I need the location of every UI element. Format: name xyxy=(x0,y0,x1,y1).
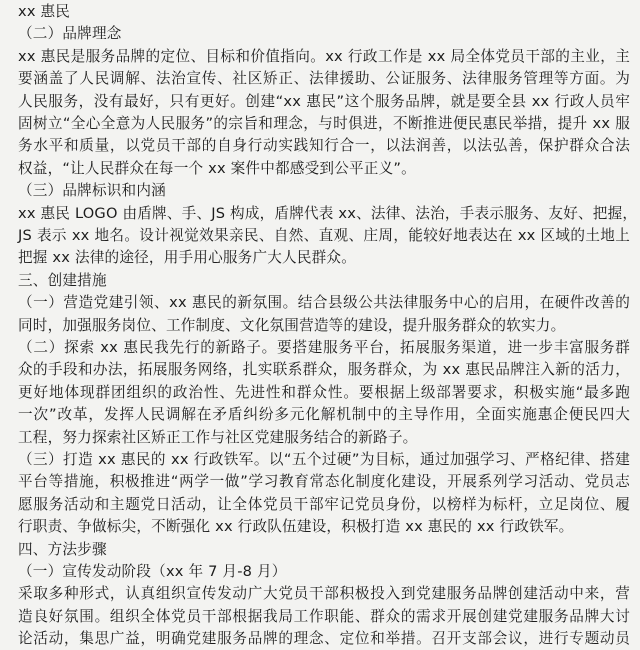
paragraph-line: 更好地体现群团组织的政治性、先进性和群众性。要根据上级部署要求，积极实施“最多跑 xyxy=(18,383,630,401)
paragraph-line: 愿服务活动和主题党日活动，让全体党员干部牢记党员身份，以榜样为标杆，立足岗位、履 xyxy=(18,495,630,513)
paragraph-line: 要涵盖了人民调解、法治宣传、社区矫正、法律援助、公证服务、法律服务管理等方面。为 xyxy=(18,70,630,88)
paragraph-line: xx 惠民是服务品牌的定位、目标和价值指向。xx 行政工作是 xx 局全体党员干部的主业，主 xyxy=(18,47,630,65)
paragraph-line: 务水平和质量，以党员干部的自身行动实践知行合一，以法润善，以法弘善，保护群众合法 xyxy=(18,137,630,155)
paragraph-line: 众的手段和办法，拓展服务网络，扎实联系群众，服务群众，为 xx 惠民品牌注入新的活力， xyxy=(18,361,630,379)
paragraph-line: （三）打造 xx 惠民的 xx 行政铁军。以“五个过硬”为目标，通过加强学习、严格纪律、搭建 xyxy=(18,451,630,468)
paragraph-line: xx 惠民 LOGO 由盾牌、手、JS 构成，盾牌代表 xx、法律、法治，手表示服务、友好、把握， xyxy=(18,204,638,222)
paragraph-line: 行职责、争做标尖，不断强化 xx 行政队伍建设，积极打造 xx 惠民的 xx 行政铁军。 xyxy=(18,518,574,536)
heading-steps: 四、方法步骤 xyxy=(18,540,107,558)
paragraph-line: 工程，努力探索社区矫正工作与社区党建服务结合的新路子。 xyxy=(18,428,418,446)
paragraph-line: 采取多种形式，认真组织宣传发动广大党员干部积极投入到党建服务品牌创建活动中来，营 xyxy=(18,585,630,603)
paragraph-line: 论活动，集思广益，明确党建服务品牌的理念、定位和举措。召开支部会议，进行专题动员 xyxy=(18,630,630,648)
paragraph-line: （二）探索 xx 惠民我先行的新路子。要搭建服务平台，拓展服务渠道，进一步丰富服务群 xyxy=(18,339,630,356)
paragraph-line: 权益，“让人民群众在每一个 xx 案件中都感受到公平正义”。 xyxy=(18,159,416,177)
paragraph-line: 把握 xx 法律的途径，用手用心服务广大人民群众。 xyxy=(18,249,357,267)
heading-measures: 三、创建措施 xyxy=(18,271,107,289)
heading-publicity-stage: （一）宣传发动阶段（xx 年 7 月-8 月） xyxy=(18,563,287,580)
paragraph-line: 固树立“全心全意为人民服务”的宗旨和理念，与时俱进，不断推进便民惠民举措，提升 xx 服 xyxy=(18,115,630,132)
heading-xx-huimin: xx 惠民 xyxy=(18,3,71,20)
paragraph-line: 同时，加强服务岗位、工作制度、文化氛围营造等的建设，提升服务群众的软实力。 xyxy=(18,316,566,334)
heading-brand-concept: （二）品牌理念 xyxy=(18,25,122,43)
paragraph-line: JS 表示 xx 地名。设计视觉效果亲民、自然、直观、庄周，能较好地表达在 xx 区域的土地上 xyxy=(18,227,630,244)
paragraph-line: 造良好氛围。组织全体党员干部根据我局工作职能、群众的需求开展创建党建服务品牌大讨 xyxy=(18,607,630,625)
heading-brand-logo: （三）品牌标识和内涵 xyxy=(18,182,166,200)
paragraph-line: 平台等措施，积极推进“两学一做”学习教育常态化制度化建设，开展系列学习活动、党员志 xyxy=(18,473,630,491)
paragraph-line: 一次”改革，发挥人民调解在矛盾纠纷多元化解机制中的主导作用，全面实施惠企便民四大 xyxy=(18,406,630,424)
paragraph-line: （一）营造党建引领、xx 惠民的新氛围。结合县级公共法律服务中心的启用，在硬件改善的 xyxy=(18,294,630,312)
paragraph-line: 人民服务，没有最好，只有更好。创建“xx 惠民”这个服务品牌，就是要全县 xx 行政人员牢 xyxy=(18,92,630,110)
